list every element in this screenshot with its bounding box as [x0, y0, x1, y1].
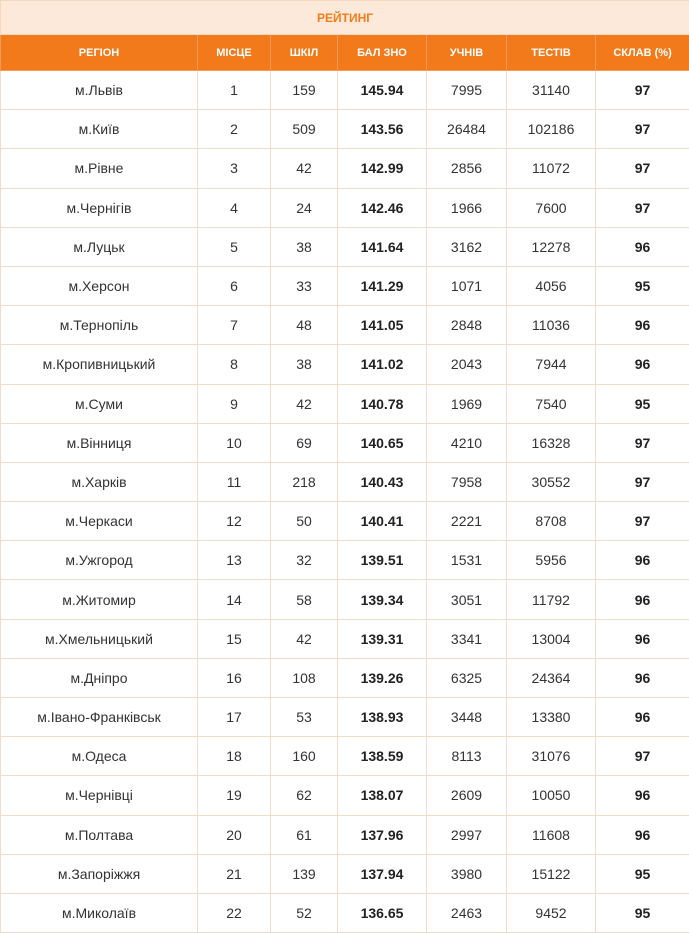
cell-passed: 97: [596, 110, 689, 149]
cell-students: 2043: [427, 345, 507, 384]
cell-region: м.Житомир: [1, 580, 198, 619]
cell-score: 140.78: [338, 384, 427, 423]
cell-tests: 16328: [507, 423, 596, 462]
cell-students: 2856: [427, 149, 507, 188]
cell-place: 7: [198, 306, 271, 345]
cell-students: 1071: [427, 266, 507, 305]
cell-score: 138.93: [338, 698, 427, 737]
header-students: УЧНІВ: [427, 35, 507, 71]
table-row: [1, 384, 689, 423]
cell-place: 11: [198, 462, 271, 501]
table-row: [1, 815, 689, 854]
cell-students: 7958: [427, 462, 507, 501]
cell-students: 1966: [427, 188, 507, 227]
cell-schools: 24: [271, 188, 338, 227]
table-row: [1, 110, 689, 149]
cell-score: 139.34: [338, 580, 427, 619]
table-row: [1, 737, 689, 776]
cell-place: 17: [198, 698, 271, 737]
cell-students: 7995: [427, 71, 507, 110]
cell-place: 20: [198, 815, 271, 854]
cell-students: 6325: [427, 658, 507, 697]
cell-tests: 7540: [507, 384, 596, 423]
cell-score: 140.43: [338, 462, 427, 501]
table-row: [1, 619, 689, 658]
cell-schools: 108: [271, 658, 338, 697]
cell-region: м.Черкаси: [1, 502, 198, 541]
cell-region: м.Львів: [1, 71, 198, 110]
cell-region: м.Луцьк: [1, 227, 198, 266]
header-schools: ШКІЛ: [271, 35, 338, 71]
cell-region: м.Суми: [1, 384, 198, 423]
table-row: [1, 149, 689, 188]
cell-passed: 96: [596, 698, 689, 737]
cell-score: 140.65: [338, 423, 427, 462]
cell-tests: 11036: [507, 306, 596, 345]
cell-schools: 69: [271, 423, 338, 462]
cell-schools: 48: [271, 306, 338, 345]
cell-students: 2848: [427, 306, 507, 345]
cell-score: 140.41: [338, 502, 427, 541]
cell-region: м.Вінниця: [1, 423, 198, 462]
cell-passed: 97: [596, 737, 689, 776]
cell-students: 8113: [427, 737, 507, 776]
cell-score: 139.26: [338, 658, 427, 697]
cell-passed: 95: [596, 384, 689, 423]
cell-schools: 42: [271, 619, 338, 658]
cell-score: 138.59: [338, 737, 427, 776]
cell-score: 141.02: [338, 345, 427, 384]
cell-passed: 95: [596, 893, 689, 932]
cell-schools: 32: [271, 541, 338, 580]
cell-region: м.Кропивницький: [1, 345, 198, 384]
cell-schools: 509: [271, 110, 338, 149]
cell-score: 138.07: [338, 776, 427, 815]
cell-place: 3: [198, 149, 271, 188]
cell-students: 2997: [427, 815, 507, 854]
cell-schools: 61: [271, 815, 338, 854]
cell-students: 2609: [427, 776, 507, 815]
cell-schools: 50: [271, 502, 338, 541]
cell-score: 143.56: [338, 110, 427, 149]
cell-passed: 96: [596, 776, 689, 815]
cell-students: 1969: [427, 384, 507, 423]
cell-region: м.Ужгород: [1, 541, 198, 580]
cell-passed: 97: [596, 188, 689, 227]
cell-passed: 97: [596, 423, 689, 462]
cell-tests: 10050: [507, 776, 596, 815]
header-place: МІСЦЕ: [198, 35, 271, 71]
cell-passed: 97: [596, 71, 689, 110]
cell-place: 2: [198, 110, 271, 149]
cell-passed: 96: [596, 815, 689, 854]
cell-tests: 11608: [507, 815, 596, 854]
table-row: [1, 266, 689, 305]
cell-score: 139.31: [338, 619, 427, 658]
cell-region: м.Миколаїв: [1, 893, 198, 932]
cell-passed: 97: [596, 462, 689, 501]
cell-schools: 139: [271, 854, 338, 893]
cell-score: 141.29: [338, 266, 427, 305]
table-row: [1, 306, 689, 345]
cell-tests: 9452: [507, 893, 596, 932]
cell-tests: 8708: [507, 502, 596, 541]
cell-students: 4210: [427, 423, 507, 462]
cell-students: 2463: [427, 893, 507, 932]
cell-schools: 33: [271, 266, 338, 305]
cell-score: 141.05: [338, 306, 427, 345]
cell-place: 15: [198, 619, 271, 658]
cell-tests: 102186: [507, 110, 596, 149]
cell-students: 1531: [427, 541, 507, 580]
table-row: [1, 541, 689, 580]
cell-students: 3051: [427, 580, 507, 619]
table-row: [1, 423, 689, 462]
cell-schools: 38: [271, 227, 338, 266]
cell-tests: 11792: [507, 580, 596, 619]
cell-students: 2221: [427, 502, 507, 541]
cell-place: 1: [198, 71, 271, 110]
cell-schools: 52: [271, 893, 338, 932]
cell-region: м.Івано-Франківськ: [1, 698, 198, 737]
table-row: [1, 893, 689, 932]
cell-score: 137.94: [338, 854, 427, 893]
cell-students: 3341: [427, 619, 507, 658]
cell-tests: 12278: [507, 227, 596, 266]
table-title-row: [1, 1, 689, 35]
cell-students: 26484: [427, 110, 507, 149]
cell-schools: 159: [271, 71, 338, 110]
cell-score: 136.65: [338, 893, 427, 932]
cell-tests: 24364: [507, 658, 596, 697]
cell-region: м.Одеса: [1, 737, 198, 776]
table-row: [1, 345, 689, 384]
cell-region: м.Херсон: [1, 266, 198, 305]
cell-region: м.Запоріжжя: [1, 854, 198, 893]
cell-place: 6: [198, 266, 271, 305]
header-region: РЕГІОН: [1, 35, 198, 71]
header-score: БАЛ ЗНО: [338, 35, 427, 71]
cell-schools: 62: [271, 776, 338, 815]
cell-tests: 11072: [507, 149, 596, 188]
table-row: [1, 658, 689, 697]
cell-region: м.Хмельницький: [1, 619, 198, 658]
cell-score: 142.46: [338, 188, 427, 227]
cell-place: 13: [198, 541, 271, 580]
cell-passed: 96: [596, 345, 689, 384]
cell-score: 141.64: [338, 227, 427, 266]
cell-passed: 97: [596, 502, 689, 541]
cell-place: 14: [198, 580, 271, 619]
cell-place: 21: [198, 854, 271, 893]
cell-place: 9: [198, 384, 271, 423]
cell-score: 139.51: [338, 541, 427, 580]
table-row: [1, 502, 689, 541]
cell-tests: 7944: [507, 345, 596, 384]
cell-schools: 53: [271, 698, 338, 737]
cell-passed: 95: [596, 854, 689, 893]
table-row: [1, 854, 689, 893]
cell-students: 3448: [427, 698, 507, 737]
cell-place: 8: [198, 345, 271, 384]
cell-tests: 15122: [507, 854, 596, 893]
cell-schools: 58: [271, 580, 338, 619]
cell-passed: 96: [596, 619, 689, 658]
cell-place: 16: [198, 658, 271, 697]
header-passed: СКЛАВ (%): [596, 35, 689, 71]
cell-score: 142.99: [338, 149, 427, 188]
cell-region: м.Тернопіль: [1, 306, 198, 345]
cell-passed: 95: [596, 266, 689, 305]
cell-students: 3980: [427, 854, 507, 893]
cell-score: 145.94: [338, 71, 427, 110]
cell-passed: 96: [596, 541, 689, 580]
cell-tests: 13004: [507, 619, 596, 658]
cell-region: м.Харків: [1, 462, 198, 501]
table-row: [1, 188, 689, 227]
table-row: [1, 698, 689, 737]
cell-place: 4: [198, 188, 271, 227]
cell-tests: 7600: [507, 188, 596, 227]
cell-schools: 42: [271, 149, 338, 188]
cell-place: 22: [198, 893, 271, 932]
cell-place: 10: [198, 423, 271, 462]
cell-schools: 42: [271, 384, 338, 423]
table-row: [1, 71, 689, 110]
table-row: [1, 462, 689, 501]
cell-passed: 96: [596, 658, 689, 697]
cell-schools: 160: [271, 737, 338, 776]
table-row: [1, 776, 689, 815]
cell-region: м.Дніпро: [1, 658, 198, 697]
table-row: [1, 227, 689, 266]
table-title: РЕЙТИНГ: [1, 1, 689, 35]
cell-tests: 13380: [507, 698, 596, 737]
cell-score: 137.96: [338, 815, 427, 854]
cell-tests: 5956: [507, 541, 596, 580]
table-body: [1, 71, 689, 933]
cell-passed: 96: [596, 227, 689, 266]
cell-students: 3162: [427, 227, 507, 266]
cell-place: 12: [198, 502, 271, 541]
cell-region: м.Рівне: [1, 149, 198, 188]
header-tests: ТЕСТІВ: [507, 35, 596, 71]
cell-place: 18: [198, 737, 271, 776]
cell-region: м.Полтава: [1, 815, 198, 854]
cell-region: м.Чернівці: [1, 776, 198, 815]
cell-place: 19: [198, 776, 271, 815]
cell-schools: 38: [271, 345, 338, 384]
cell-schools: 218: [271, 462, 338, 501]
table-row: [1, 580, 689, 619]
cell-passed: 96: [596, 306, 689, 345]
cell-tests: 31076: [507, 737, 596, 776]
cell-place: 5: [198, 227, 271, 266]
cell-tests: 4056: [507, 266, 596, 305]
cell-tests: 30552: [507, 462, 596, 501]
cell-tests: 31140: [507, 71, 596, 110]
table-header-row: [1, 35, 689, 71]
cell-region: м.Київ: [1, 110, 198, 149]
cell-passed: 97: [596, 149, 689, 188]
cell-passed: 96: [596, 580, 689, 619]
cell-region: м.Чернігів: [1, 188, 198, 227]
